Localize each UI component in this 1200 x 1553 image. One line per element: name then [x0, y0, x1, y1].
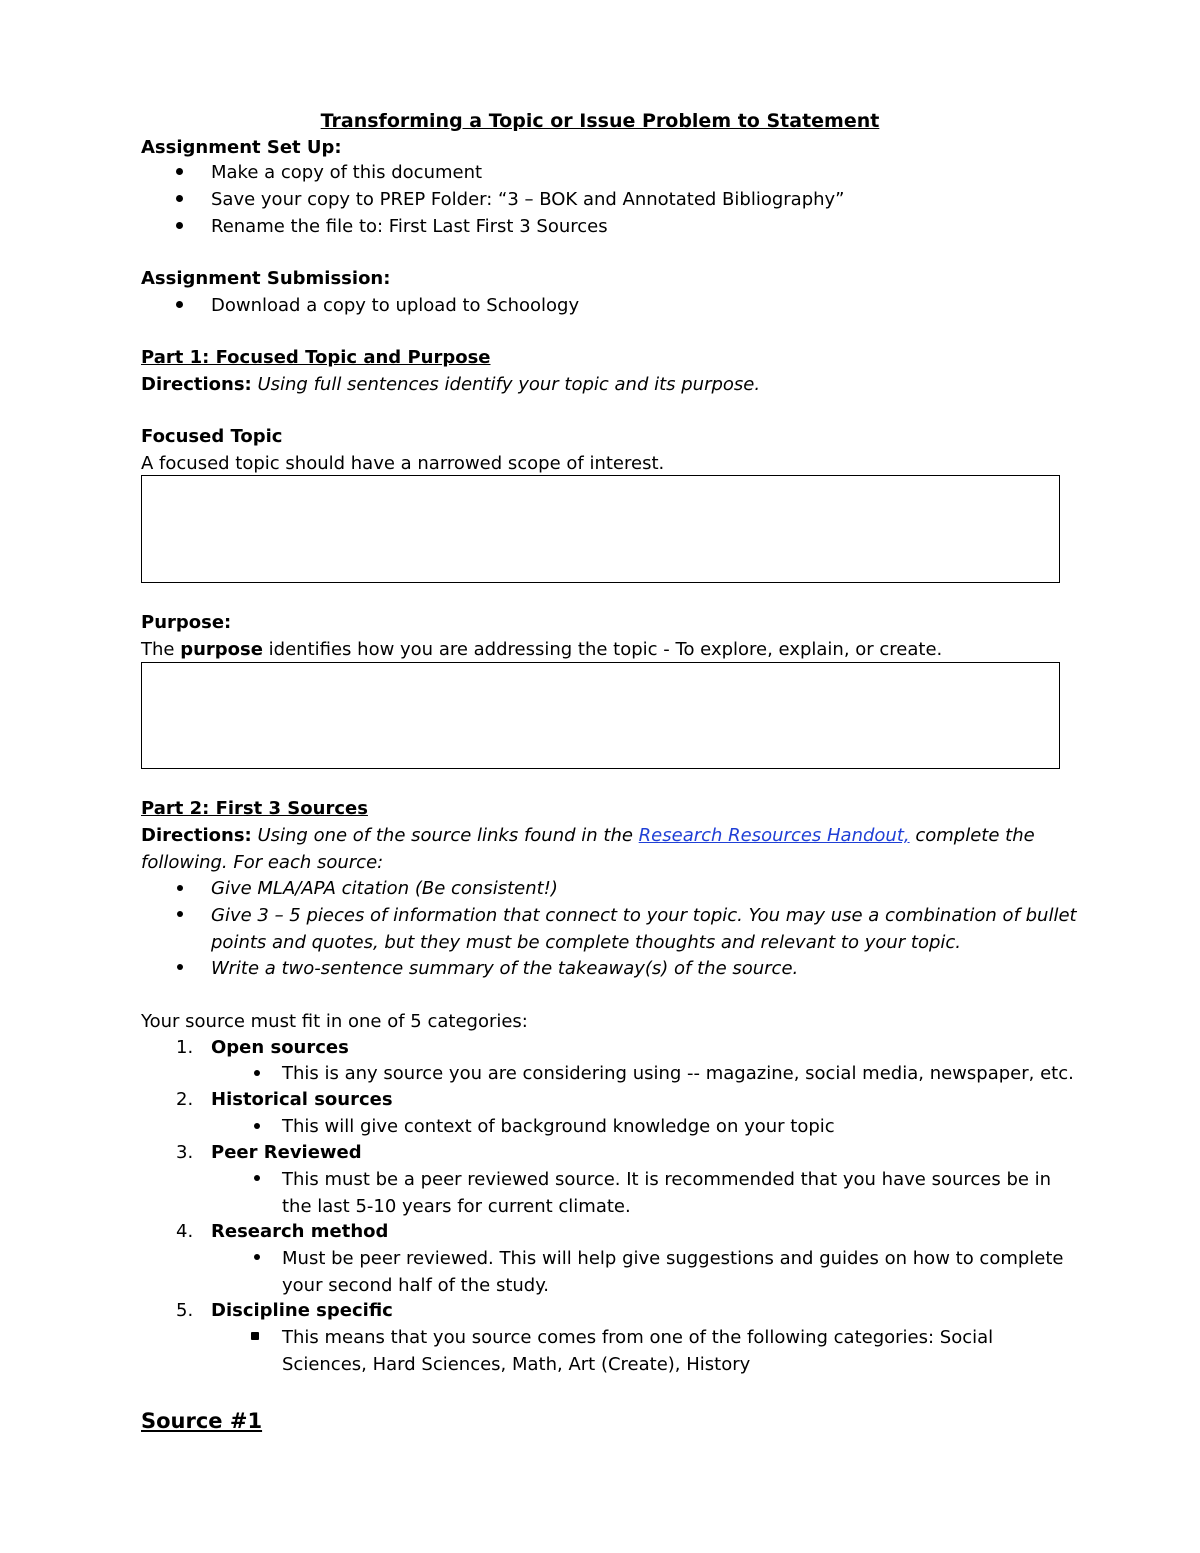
bullet-icon: [176, 195, 183, 202]
category-name: Peer Reviewed: [211, 1142, 362, 1163]
bullet-icon: [251, 1332, 259, 1340]
bullet-icon: [177, 964, 183, 970]
part2-directions: [141, 825, 1035, 847]
source-1-heading: Source #1: [141, 1409, 263, 1433]
purpose-desc-pre: The: [141, 639, 181, 660]
category-desc-cont: the last 5-10 years for current climate.: [282, 1196, 631, 1217]
purpose-heading: Purpose:: [141, 612, 232, 633]
directions-text-pre: Using one of the source links found in the: [257, 825, 639, 846]
categories-intro: Your source must fit in one of 5 categories:: [141, 1011, 528, 1032]
bullet-icon: [176, 168, 183, 175]
part2-bullet: Give 3 – 5 pieces of information that connect to your topic. You may use a combination of bullet: [211, 905, 1077, 926]
category-name: Open sources: [211, 1037, 349, 1058]
purpose-desc-post: identifies how you are addressing the topic - To explore, explain, or create.: [262, 639, 943, 660]
part2-heading: Part 2: First 3 Sources: [141, 798, 368, 819]
category-desc: This will give context of background knowledge on your topic: [282, 1116, 835, 1137]
category-number: 1.: [176, 1037, 194, 1058]
part2-bullet: Give MLA/APA citation (Be consistent!): [211, 878, 558, 899]
setup-item: Make a copy of this document: [211, 162, 483, 183]
focused-topic-answer-box[interactable]: [141, 475, 1060, 583]
category-desc: This must be a peer reviewed source. It is recommended that you have sources be in: [282, 1169, 1052, 1190]
setup-item: Save your copy to PREP Folder: “3 – BOK and Annotated Bibliography”: [211, 189, 845, 210]
category-name: Discipline specific: [211, 1300, 393, 1321]
category-desc: This is any source you are considering using -- magazine, social media, newspaper, etc.: [282, 1063, 1074, 1084]
purpose-desc: [141, 639, 942, 661]
purpose-answer-box[interactable]: [141, 662, 1060, 769]
bullet-icon: [176, 222, 183, 229]
bullet-icon: [176, 301, 183, 308]
bullet-icon: [254, 1070, 260, 1076]
bullet-icon: [177, 885, 183, 891]
part2-bullet-cont: points and quotes, but they must be complete thoughts and relevant to your topic.: [211, 932, 962, 953]
bullet-icon: [254, 1123, 260, 1129]
page-title: Transforming a Topic or Issue Problem to Statement: [320, 110, 880, 132]
purpose-desc-bold: purpose: [180, 639, 263, 660]
focused-topic-heading: Focused Topic: [141, 426, 283, 447]
part1-heading: Part 1: Focused Topic and Purpose: [141, 347, 491, 368]
submission-heading: Assignment Submission:: [141, 268, 391, 289]
research-resources-link[interactable]: Research Resources Handout,: [638, 825, 910, 846]
category-desc-cont: your second half of the study.: [282, 1275, 550, 1296]
directions-text-post: complete the: [909, 825, 1035, 846]
part2-directions-line2: following. For each source:: [141, 852, 384, 873]
directions-text: Using full sentences identify your topic and its purpose.: [257, 374, 761, 395]
category-desc: This means that you source comes from one of the following categories: Social: [282, 1327, 994, 1348]
bullet-icon: [177, 911, 183, 917]
setup-item: Rename the file to: First Last First 3 Sources: [211, 216, 608, 237]
bullet-icon: [254, 1254, 260, 1260]
focused-topic-desc: A focused topic should have a narrowed scope of interest.: [141, 453, 665, 474]
submission-item: Download a copy to upload to Schoology: [211, 295, 580, 316]
category-name: Research method: [211, 1221, 389, 1242]
part2-bullet: Write a two-sentence summary of the takeaway(s) of the source.: [211, 958, 799, 979]
bullet-icon: [254, 1175, 260, 1181]
category-number: 3.: [176, 1142, 194, 1163]
directions-label: Directions:: [141, 374, 252, 395]
category-desc: Must be peer reviewed. This will help give suggestions and guides on how to complete: [282, 1248, 1064, 1269]
category-number: 5.: [176, 1300, 194, 1321]
category-name: Historical sources: [211, 1089, 393, 1110]
category-desc-cont: Sciences, Hard Sciences, Math, Art (Create), History: [282, 1354, 751, 1375]
directions-label: Directions:: [141, 825, 252, 846]
part1-directions: [141, 374, 760, 396]
setup-heading: Assignment Set Up:: [141, 137, 342, 158]
category-number: 2.: [176, 1089, 194, 1110]
category-number: 4.: [176, 1221, 194, 1242]
